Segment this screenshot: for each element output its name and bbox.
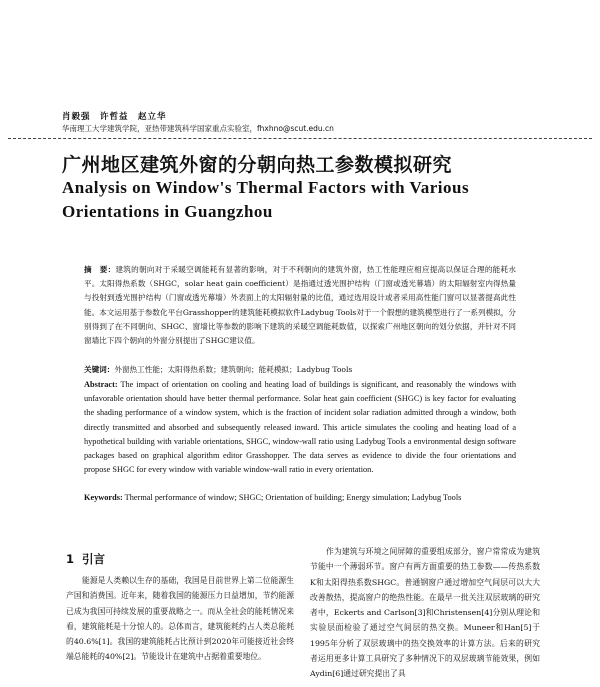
keywords-english-label: Keywords: bbox=[84, 493, 123, 502]
body-column-right: 作为建筑与环境之间屏障的重要组成部分，窗户常常成为建筑节能中一个薄弱环节。窗户有两方面重要的热工参数——传热系数K和太阳得热系数SHGC。普通钢窗户通过增加空气间层可以大大改善散热，提高窗户的绝热性能。在最早一批关注双层玻璃的研究者中，Eckerts and Carlson[3]和Christensen[4]分别从理论和实验层面检验了通过空气间层的热交换。Muneer和Han[5]于1995年分析了双层玻璃中的热交换效率的计算方法。后来的研究者运用更多计算工具研究了多种情况下的双层玻璃节能效果，例如Aydin[6]通过研究提出了具 bbox=[310, 547, 540, 679]
author-list: 肖毅强 许哲益 赵立华 bbox=[62, 112, 167, 122]
keywords-english bbox=[84, 491, 516, 505]
keywords-chinese-text: 外窗热工性能；太阳得热系数；建筑朝向；能耗模拟；Ladybug Tools bbox=[114, 365, 353, 374]
paper-title-chinese: 广州地区建筑外窗的分朝向热工参数模拟研究 bbox=[62, 154, 453, 176]
keywords-english-text: Thermal performance of window; SHGC; Orientation of building; Energy simulation; Ladybug Tools bbox=[124, 493, 462, 502]
keywords-chinese-label: 关键词： bbox=[84, 365, 115, 374]
body-column-left: 能源是人类赖以生存的基础，我国是目前世界上第二位能源生产国和消费国。近年来，随着我国的能源压力日益增加，节约能源已成为我国可持续发展的重要战略之一。而从全社会的能耗情况来看，建筑能耗是十分惊人的。总体而言，建筑能耗约占人类总能耗的40.6%[1]。我国的建筑能耗占比预计到2020年可能接近社会终端总能耗的40%[2]。节能设计在建筑中占据着重要地位。 bbox=[66, 576, 294, 662]
section-number: 1 bbox=[66, 552, 75, 566]
abstract-english-text: The impact of orientation on cooling and heating load of buildings is significant, and reasonably the windows with unfavorable orientation should have better thermal performance. Solar heat gain coefficient (SHGC) is key factor for evaluating the shading performance of a window system, which is the fraction of incident solar radiation admitted through a window, both directly transmitted and absorbed and subsequently released inward. This article simulates the cooling and heating load of a hypothetical building with variable orientations, SHGC, window-wall ratio using Ladybug Tools a environmental design software packages based on graphical algorithm editor Grasshopper. The data serves as evidence to divide the four orientations and propose SHGC for every window with variable window-wall ratio in every orientation. bbox=[84, 380, 516, 475]
header-divider bbox=[8, 138, 592, 139]
keywords-chinese bbox=[84, 363, 516, 377]
paper-title-english: Analysis on Window's Thermal Factors with Various Orientations in Guangzhou bbox=[62, 178, 470, 221]
abstract-english bbox=[84, 378, 516, 477]
section-title: 引言 bbox=[82, 552, 106, 566]
author-affiliation: 华南理工大学建筑学院，亚热带建筑科学国家重点实验室，fhxhno@scut.edu.cn bbox=[62, 124, 334, 133]
abstract-chinese bbox=[84, 263, 516, 348]
abstract-chinese-label: 摘 要： bbox=[84, 265, 116, 274]
section-heading bbox=[66, 551, 113, 567]
abstract-english-label: Abstract: bbox=[84, 380, 118, 389]
abstract-chinese-text: 建筑的朝向对于采暖空调能耗有显著的影响，对于不利朝向的建筑外窗，热工性能理应相应提高以保证合理的能耗水平。太阳得热系数（SHGC，solar heat gain coefficient）是指通过透光围护结构（门窗或透光幕墙）的太阳辐射室内得热量与投射到透光围护结构（门窗或透光幕墙）外表面上的太阳辐射量的比值，通过选用设计或者采用高性能门窗可以显著提高此性能。本文运用基于参数化平台Grasshopper的建筑能耗模拟软件Ladybug Tools对于一个假想的建筑模型进行了一系列模拟，分别得到了在不同朝向、SHGC、窗墙比等参数的影响下建筑的采暖空调能耗数值，以探索广州地区朝向的划分依据，并针对不同窗墙比下四个朝向的外窗分别提出了SHGC建议值。 bbox=[84, 265, 516, 346]
